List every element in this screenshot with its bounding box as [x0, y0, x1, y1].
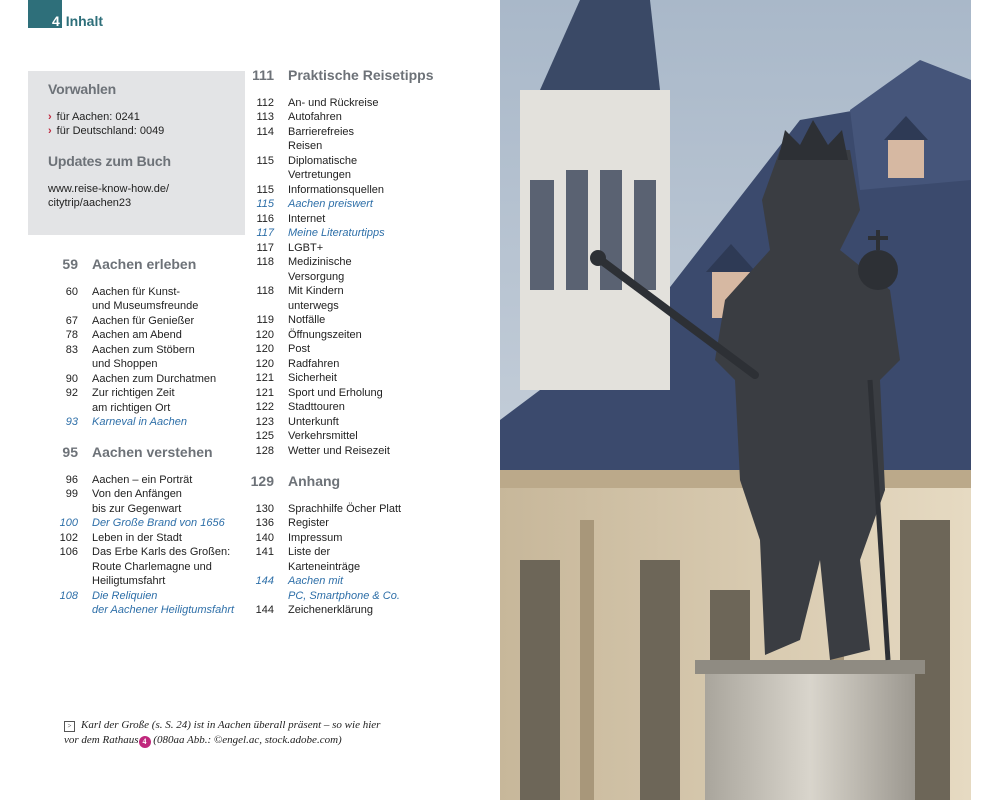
toc-entry-title: Die Reliquien der Aachener Heiligtumsfahrt [92, 589, 235, 616]
toc-entry-title: Von den Anfängen bis zur Gegenwart [92, 488, 182, 515]
page-number: 4 [52, 13, 60, 29]
toc-entry-title: Öffnungszeiten [288, 328, 362, 341]
toc-entry-title: Impressum [288, 531, 343, 544]
toc-entry-page: 117 [256, 227, 274, 239]
chevron-right-icon: › [48, 125, 52, 137]
page-title: Inhalt [65, 13, 104, 29]
toc-entry-page: 90 [65, 372, 78, 385]
toc-entry-page: 121 [255, 372, 274, 384]
toc-entry-title: Radfahren [288, 357, 340, 370]
page-header [52, 13, 103, 29]
toc-entry-title: Informationsquellen [288, 183, 385, 196]
toc-entry-title: Barrierefreies Reisen [288, 125, 355, 152]
toc-entry-title: Sport und Erholung [288, 386, 383, 399]
caption-line-2-start: vor dem Rathaus [64, 734, 139, 746]
toc-entry-page: 93 [65, 416, 78, 428]
charlemagne-statue-photo [500, 0, 971, 800]
toc-entry-title: Post [288, 343, 311, 355]
toc-entry-page: 102 [59, 531, 78, 544]
toc-entry-page: 115 [256, 183, 274, 196]
toc-entry-page: 140 [255, 531, 274, 544]
caption-line-1: Karl der Große (s. S. 24) ist in Aachen überall präsent – so wie hier [81, 719, 381, 731]
toc-entry-page: 99 [65, 488, 78, 500]
toc-entry-page: 118 [256, 256, 274, 268]
toc-section-page: 111 [252, 67, 274, 83]
toc-entry-title: Aachen für Kunst- und Museumsfreunde [92, 285, 199, 312]
toc-entry-title: Stadttouren [288, 401, 345, 413]
toc-entry-page: 108 [59, 589, 78, 602]
toc-entry-page: 144 [255, 575, 274, 587]
toc-entry-title: Zeichenerklärung [288, 604, 373, 616]
photo-caption [64, 718, 380, 748]
toc-entry-title: Mit Kindern unterwegs [288, 285, 344, 312]
toc-entry-page: 120 [255, 357, 274, 370]
toc-entry-page: 92 [65, 387, 78, 399]
toc-entry-title: Zur richtigen Zeit am richtigen Ort [92, 387, 175, 414]
toc-entry-title: Verkehrsmittel [288, 430, 358, 442]
toc-entry-page: 125 [255, 430, 274, 442]
toc-entry-title: LGBT+ [288, 241, 324, 254]
map-marker-badge: 4 [139, 736, 151, 748]
toc-entry-title: Liste der Karteneinträge [288, 546, 361, 573]
toc-entry-title: Aachen preiswert [288, 198, 373, 210]
toc-entry-page: 116 [256, 212, 274, 225]
toc-entry-title: Aachen zum Stöbern und Shoppen [92, 343, 195, 370]
toc-entry-title: Aachen am Abend [92, 329, 182, 341]
toc-section-title: Praktische Reisetipps [288, 67, 434, 83]
toc-entry-title: Wetter und Reisezeit [288, 444, 390, 457]
info-box [28, 71, 245, 235]
toc-entry-title: Autofahren [288, 111, 342, 123]
toc-entry-title: Register [288, 517, 329, 529]
toc-section-title: Aachen verstehen [92, 444, 213, 460]
toc-entry-page: 128 [255, 444, 274, 457]
toc-entry-page: 120 [255, 328, 274, 341]
toc-entry-title: Notfälle [288, 314, 326, 326]
toc-entry-page: 118 [256, 285, 274, 297]
toc-entry-page: 141 [255, 546, 274, 558]
toc-entry-page: 119 [256, 314, 274, 326]
toc-entry-title: Meine Literaturtipps [288, 227, 385, 239]
toc-entry-page: 96 [65, 473, 78, 486]
toc-entry-title: An- und Rückreise [288, 96, 379, 109]
toc-entry-title: Medizinische Versorgung [288, 256, 352, 283]
vorwahl-line: › für Aachen: 0241 [48, 111, 140, 123]
toc-entry-page: 136 [255, 517, 274, 529]
toc-entry-page: 121 [255, 386, 274, 399]
toc-section-page: 129 [250, 473, 274, 489]
toc-entry-page: 100 [59, 517, 78, 529]
toc-entry-page: 60 [65, 285, 78, 298]
toc-entry-title: Unterkunft [288, 415, 339, 428]
toc-entry-page: 120 [255, 343, 274, 355]
toc-section-page: 95 [62, 444, 78, 460]
toc-entry-title: Sicherheit [288, 372, 337, 384]
toc-entry-page: 130 [255, 502, 274, 515]
toc-entry-title: Aachen zum Durchatmen [92, 372, 217, 385]
toc-entry-page: 112 [256, 96, 274, 109]
toc-entry-page: 115 [256, 154, 274, 167]
photo-illustration [500, 0, 971, 800]
toc-section-title: Anhang [288, 473, 341, 489]
updates-url-line[interactable]: www.reise-know-how.de/ [48, 183, 170, 195]
toc-entry-page: 78 [65, 329, 78, 341]
toc-entry-page: 83 [65, 343, 78, 356]
toc-entry-title: Diplomatische Vertretungen [288, 154, 358, 181]
toc-entry-page: 123 [255, 415, 274, 428]
toc-entry-page: 122 [255, 401, 274, 413]
updates-heading: Updates zum Buch [48, 153, 171, 169]
toc-entry-page: 67 [65, 314, 78, 327]
toc-entry-title: Aachen mit PC, Smartphone & Co. [288, 575, 400, 602]
vorwahlen-heading: Vorwahlen [48, 81, 116, 97]
caption-line-2-end: (080aa Abb.: ©engel.ac, stock.adobe.com) [150, 734, 342, 746]
toc-entry-title: Aachen für Genießer [92, 314, 195, 327]
toc-entry-page: 115 [256, 198, 274, 210]
toc-entry-title: Internet [288, 212, 326, 225]
arrow-icon: > [64, 721, 75, 732]
toc-entry-title: Der Große Brand von 1656 [92, 517, 225, 529]
toc-entry-page: 117 [256, 241, 274, 254]
toc-section-page: 59 [62, 256, 78, 272]
toc-entry-page: 144 [255, 604, 274, 616]
toc-entry-page: 113 [256, 111, 274, 123]
toc-entry-title: Leben in der Stadt [92, 531, 182, 544]
toc-entry-title: Aachen – ein Porträt [92, 473, 193, 486]
vorwahl-line: › für Deutschland: 0049 [48, 125, 165, 137]
toc-entry-title: Karneval in Aachen [92, 416, 187, 428]
chevron-right-icon: › [48, 111, 52, 123]
toc-entry-title: Das Erbe Karls des Großen: Route Charlemagne und Heiligtumsfahrt [92, 546, 231, 587]
toc-entry-title: Sprachhilfe Öcher Platt [288, 502, 402, 515]
toc-entry-page: 106 [59, 546, 78, 558]
toc-section-title: Aachen erleben [92, 256, 197, 272]
toc-entry-page: 114 [256, 125, 274, 138]
updates-url-line[interactable]: citytrip/aachen23 [48, 197, 132, 209]
